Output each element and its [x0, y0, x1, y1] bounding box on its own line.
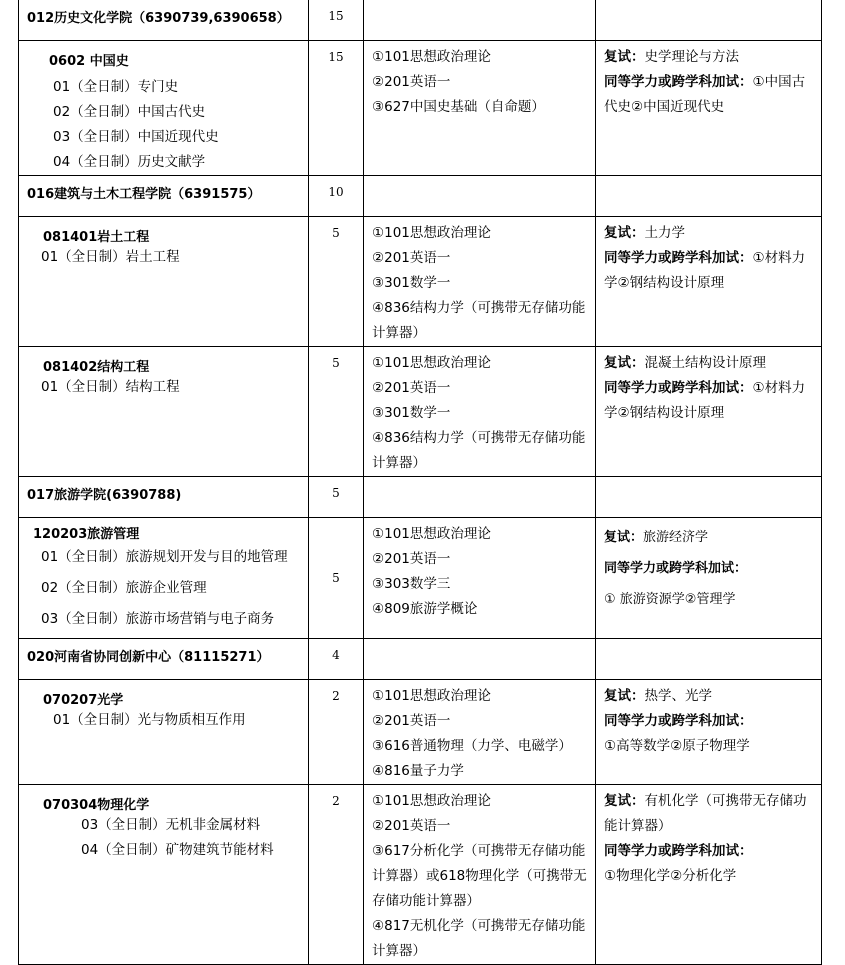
extra-test-label: 同等学力或跨学科加试：: [604, 380, 753, 396]
major-quota: 5: [309, 347, 364, 477]
extra-test-label: 同等学力或跨学科加试：: [604, 713, 753, 729]
major-title: 070207光学: [43, 693, 124, 708]
extra-test-label: 同等学力或跨学科加试：: [604, 74, 753, 90]
retest-label: 复试：: [604, 793, 645, 809]
exam-item: ①101思想政治理论: [372, 793, 491, 809]
exam-item: ②201英语一: [372, 250, 451, 266]
extra-test-subjects: ①材料力学②钢结构设计原理: [604, 380, 806, 421]
institute-row: [19, 639, 822, 680]
direction: 01（全日制）专门史: [53, 79, 179, 95]
exam-item: ④816量子力学: [372, 763, 464, 779]
institute-quota: 5: [309, 477, 364, 518]
institute-name: 017旅游学院(6390788): [19, 477, 309, 518]
exam-item: ③301数学一: [372, 275, 451, 291]
retest-info: [596, 680, 822, 785]
exam-subjects: [364, 785, 596, 965]
institute-row: [19, 0, 822, 41]
extra-test-label: 同等学力或跨学科加试：: [604, 250, 753, 266]
direction: 01（全日制）光与物质相互作用: [53, 712, 246, 728]
exam-item: ③303数学三: [372, 576, 451, 592]
direction: 01（全日制）结构工程: [41, 379, 180, 395]
major-row: [19, 41, 822, 176]
retest-label: 复试：: [604, 530, 644, 545]
retest-subject: 土力学: [644, 225, 685, 241]
retest-subject: 混凝土结构设计原理: [644, 355, 766, 371]
direction: 01（全日制）旅游规划开发与目的地管理: [41, 549, 288, 565]
exam-item: ①101思想政治理论: [372, 225, 491, 241]
major-title: 081402结构工程: [43, 360, 150, 375]
exam-item: ②201英语一: [372, 74, 451, 90]
retest-info: [596, 785, 822, 965]
institute-name: 016建筑与土木工程学院（6391575）: [19, 176, 309, 217]
retest-label: 复试：: [604, 225, 645, 241]
major-row: [19, 347, 822, 477]
extra-test-subjects: ①高等数学②原子物理学: [604, 738, 750, 754]
exam-item: ①101思想政治理论: [372, 526, 491, 542]
direction: 02（全日制）旅游企业管理: [41, 580, 207, 596]
admissions-table: [18, 0, 822, 965]
institute-quota: 15: [309, 0, 364, 41]
institute-row: [19, 176, 822, 217]
exam-item: ①101思想政治理论: [372, 49, 491, 65]
major-quota: 15: [309, 41, 364, 176]
major-row: [19, 217, 822, 347]
extra-test-label: 同等学力或跨学科加试：: [604, 843, 753, 859]
major-row: [19, 785, 822, 965]
major-row: [19, 518, 822, 639]
direction: 03（全日制）旅游市场营销与电子商务: [41, 611, 275, 627]
exam-item: ②201英语一: [372, 380, 451, 396]
major-title: 0602 中国史: [49, 54, 129, 69]
exam-item: ②201英语一: [372, 818, 451, 834]
exam-item: ①101思想政治理论: [372, 688, 491, 704]
retest-label: 复试：: [604, 49, 645, 65]
retest-info: [596, 518, 822, 639]
exam-subjects: [364, 680, 596, 785]
direction: 03（全日制）中国近现代史: [53, 129, 219, 145]
major-quota: 2: [309, 680, 364, 785]
exam-item: ③301数学一: [372, 405, 451, 421]
direction: 04（全日制）矿物建筑节能材料: [81, 842, 274, 858]
major-title: 070304物理化学: [43, 798, 150, 813]
retest-info: [596, 41, 822, 176]
institute-quota: 10: [309, 176, 364, 217]
exam-item: ①101思想政治理论: [372, 355, 491, 371]
exam-item: ④817无机化学（可携带无存储功能计算器）: [372, 918, 586, 959]
exam-item: ④836结构力学（可携带无存储功能计算器）: [372, 430, 586, 471]
exam-item: ③627中国史基础（自命题）: [372, 99, 545, 115]
extra-test-subjects: ①物理化学②分析化学: [604, 868, 737, 884]
direction: 03（全日制）无机非金属材料: [81, 817, 261, 833]
exam-item: ②201英语一: [372, 551, 451, 567]
extra-test-subjects: ①中国古代史②中国近现代史: [604, 74, 806, 115]
exam-item: ④809旅游学概论: [372, 601, 478, 617]
exam-subjects: [364, 217, 596, 347]
retest-info: [596, 217, 822, 347]
retest-subject: 有机化学（可携带无存储功能计算器）: [604, 793, 807, 834]
retest-label: 复试：: [604, 355, 645, 371]
major-quota: 5: [309, 217, 364, 347]
major-row: [19, 680, 822, 785]
major-quota: 5: [309, 518, 364, 639]
institute-name: 020河南省协同创新中心（81115271）: [19, 639, 309, 680]
direction: 04（全日制）历史文献学: [53, 154, 206, 170]
institute-row: [19, 477, 822, 518]
retest-info: [596, 347, 822, 477]
exam-item: ③617分析化学（可携带无存储功能计算器）或618物理化学（可携带无存储功能计算器）: [372, 843, 587, 909]
major-quota: 2: [309, 785, 364, 965]
exam-item: ④836结构力学（可携带无存储功能计算器）: [372, 300, 586, 341]
extra-test-subjects: ① 旅游资源学②管理学: [604, 592, 736, 607]
major-title: 120203旅游管理: [33, 527, 140, 542]
retest-subject: 旅游经济学: [643, 530, 709, 545]
exam-item: ③616普通物理（力学、电磁学）: [372, 738, 572, 754]
major-title: 081401岩土工程: [43, 230, 150, 245]
direction: 01（全日制）岩土工程: [41, 249, 180, 265]
extra-test-label: 同等学力或跨学科加试：: [604, 561, 748, 576]
institute-quota: 4: [309, 639, 364, 680]
retest-subject: 史学理论与方法: [644, 49, 739, 65]
exam-subjects: [364, 41, 596, 176]
exam-subjects: [364, 347, 596, 477]
extra-test-subjects: ①材料力学②钢结构设计原理: [604, 250, 806, 291]
direction: 02（全日制）中国古代史: [53, 104, 206, 120]
retest-label: 复试：: [604, 688, 645, 704]
exam-item: ②201英语一: [372, 713, 451, 729]
institute-name: 012历史文化学院（6390739,6390658）: [19, 0, 309, 41]
exam-subjects: [364, 518, 596, 639]
retest-subject: 热学、光学: [644, 688, 712, 704]
